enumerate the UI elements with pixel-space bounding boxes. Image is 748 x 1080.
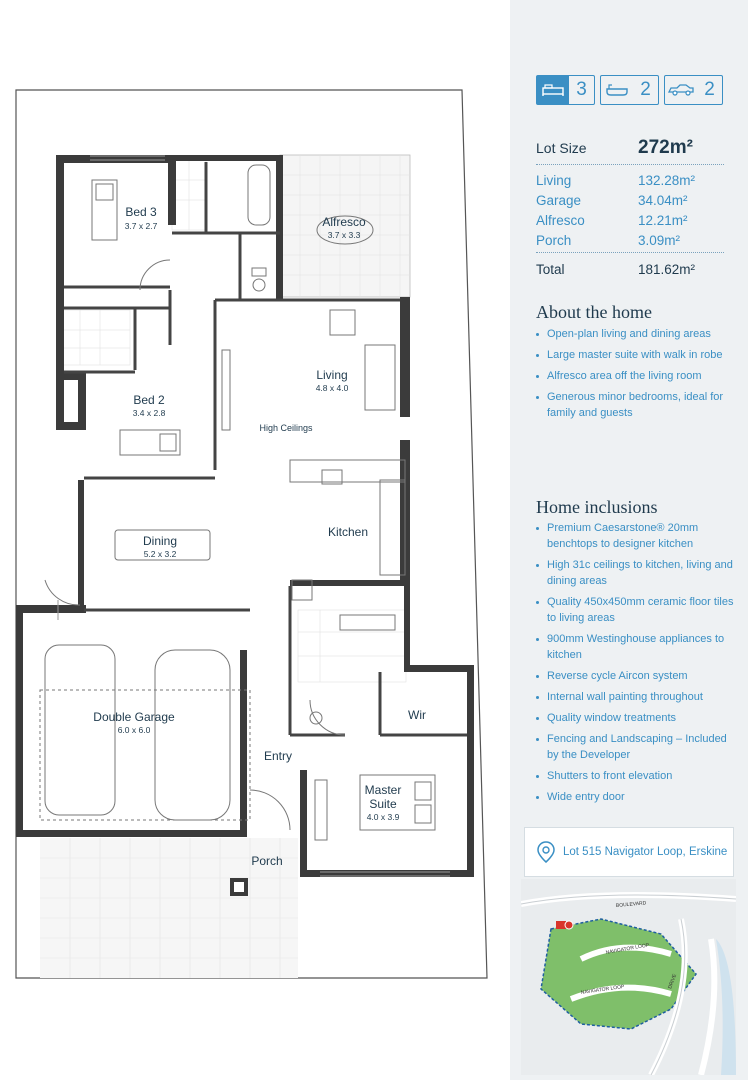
map-road-label: BOULEVARD	[615, 900, 647, 909]
cars-count: 2	[704, 79, 715, 100]
list-item: Quality window treatments	[534, 710, 734, 726]
total-value: 181.62m²	[638, 261, 696, 277]
room-garage-name: Double Garage	[93, 710, 175, 724]
bathrooms-count: 2	[640, 79, 651, 100]
about-heading: About the home	[536, 302, 652, 322]
room-alfresco-dims: 3.7 x 3.3	[327, 230, 361, 240]
inclusions-list	[534, 520, 734, 810]
area-row	[536, 230, 724, 250]
room-master-name-2: Suite	[369, 797, 397, 811]
cars-badge	[664, 75, 723, 105]
area-value: 132.28m²	[638, 172, 696, 188]
total-row	[536, 258, 724, 280]
lot-size-value: 272m²	[638, 137, 693, 158]
map-road-label: DRIVE	[667, 973, 679, 990]
area-label: Alfresco	[536, 212, 585, 228]
map-pin-icon	[535, 840, 557, 864]
room-entry-name: Entry	[263, 749, 293, 763]
bath-icon	[605, 83, 629, 97]
room-porch-name: Porch	[251, 854, 283, 868]
total-label: Total	[536, 261, 565, 277]
divider	[536, 164, 724, 166]
area-value: 12.21m²	[638, 212, 688, 228]
list-item: Large master suite with walk in robe	[534, 347, 734, 363]
high-ceilings-label: High Ceilings	[259, 423, 313, 433]
divider	[536, 252, 724, 254]
bedrooms-badge	[536, 75, 595, 105]
area-value: 3.09m²	[638, 232, 681, 248]
room-bed3-dims: 3.7 x 2.7	[124, 221, 158, 231]
area-row	[536, 210, 724, 230]
list-item: Internal wall painting throughout	[534, 689, 734, 705]
lot-size-row	[536, 134, 724, 162]
room-garage-dims: 6.0 x 6.0	[117, 725, 151, 735]
area-label: Garage	[536, 192, 582, 208]
area-label: Porch	[536, 232, 572, 248]
list-item: Open-plan living and dining areas	[534, 326, 734, 342]
map-road-label: NAVIGATOR LOOP	[605, 942, 650, 956]
list-item: Fencing and Landscaping – Included by the Developer	[534, 731, 734, 763]
room-living-name: Living	[316, 368, 348, 382]
area-label: Living	[536, 172, 572, 188]
inclusions-heading: Home inclusions	[536, 497, 658, 517]
bathrooms-badge	[600, 75, 659, 105]
lot-marker-pin	[565, 921, 573, 929]
room-bed2-dims: 3.4 x 2.8	[132, 408, 166, 418]
list-item: Reverse cycle Aircon system	[534, 668, 734, 684]
location-map	[521, 879, 736, 1075]
car-icon	[667, 83, 695, 97]
map-road-label: NAVIGATOR LOOP	[580, 983, 625, 996]
room-bed2-name: Bed 2	[133, 393, 165, 407]
room-dining-name: Dining	[142, 534, 178, 548]
list-item: Wide entry door	[534, 789, 734, 805]
room-kitchen-name: Kitchen	[327, 525, 369, 539]
bedrooms-count: 3	[576, 79, 587, 100]
area-row	[536, 170, 724, 190]
area-table	[536, 134, 724, 280]
location-box	[524, 827, 734, 877]
about-list	[534, 326, 734, 426]
list-item: Premium Caesarstone® 20mm benchtops to designer kitchen	[534, 520, 734, 552]
room-bed3-name: Bed 3	[125, 205, 157, 219]
room-alfresco-name: Alfresco	[322, 215, 366, 229]
list-item: High 31c ceilings to kitchen, living and dining areas	[534, 557, 734, 589]
room-dining-dims: 5.2 x 3.2	[143, 549, 177, 559]
location-address: Lot 515 Navigator Loop, Erskine	[563, 846, 728, 858]
area-value: 34.04m²	[638, 192, 688, 208]
room-living-dims: 4.8 x 4.0	[315, 383, 349, 393]
list-item: Generous minor bedrooms, ideal for family and guests	[534, 389, 734, 421]
list-item: Quality 450x450mm ceramic floor tiles to living areas	[534, 594, 734, 626]
room-master-name-1: Master	[364, 783, 402, 797]
list-item: Shutters to front elevation	[534, 768, 734, 784]
list-item: Alfresco area off the living room	[534, 368, 734, 384]
list-item: 900mm Westinghouse appliances to kitchen	[534, 631, 734, 663]
lot-size-label: Lot Size	[536, 140, 587, 156]
bed-icon	[542, 83, 564, 97]
room-wir-name: Wir	[408, 708, 426, 722]
area-row	[536, 190, 724, 210]
room-master-dims: 4.0 x 3.9	[366, 812, 400, 822]
